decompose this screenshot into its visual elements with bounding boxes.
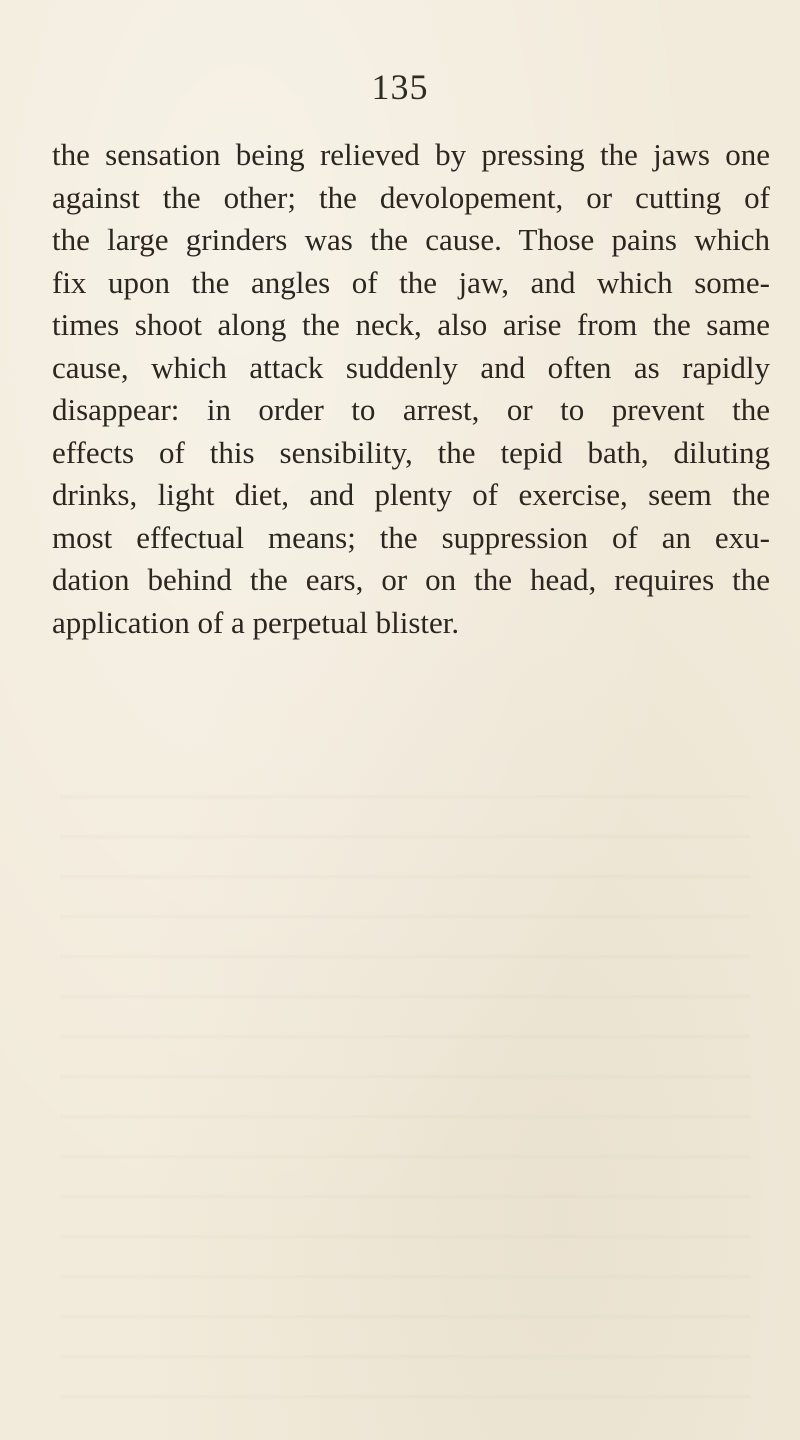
text-line: drinks, light diet, and plenty of exercise, seem the: [52, 477, 770, 512]
text-line: times shoot along the neck, also arise from the same: [52, 307, 770, 342]
body-paragraph: [52, 134, 770, 644]
show-through-texture: [60, 760, 750, 1400]
text-line: the sensation being relieved by pressing the jaws one: [52, 137, 770, 172]
text-line: most effectual means; the suppression of an exu-: [52, 519, 770, 555]
text-line: the large grinders was the cause. Those pains which: [52, 222, 770, 257]
text-line: against the other; the devolopement, or cutting of: [52, 179, 770, 215]
text-line: application of a perpetual blister.: [52, 604, 460, 640]
text-line: fix upon the angles of the jaw, and which some-: [52, 264, 770, 300]
text-line: disappear: in order to arrest, or to prevent the: [52, 392, 770, 427]
text-line: effects of this sensibility, the tepid bath, diluting: [52, 434, 770, 470]
text-line: dation behind the ears, or on the head, requires the: [52, 562, 770, 597]
text-line: cause, which attack suddenly and often as rapidly: [52, 349, 770, 385]
page-number: 135: [371, 67, 429, 107]
